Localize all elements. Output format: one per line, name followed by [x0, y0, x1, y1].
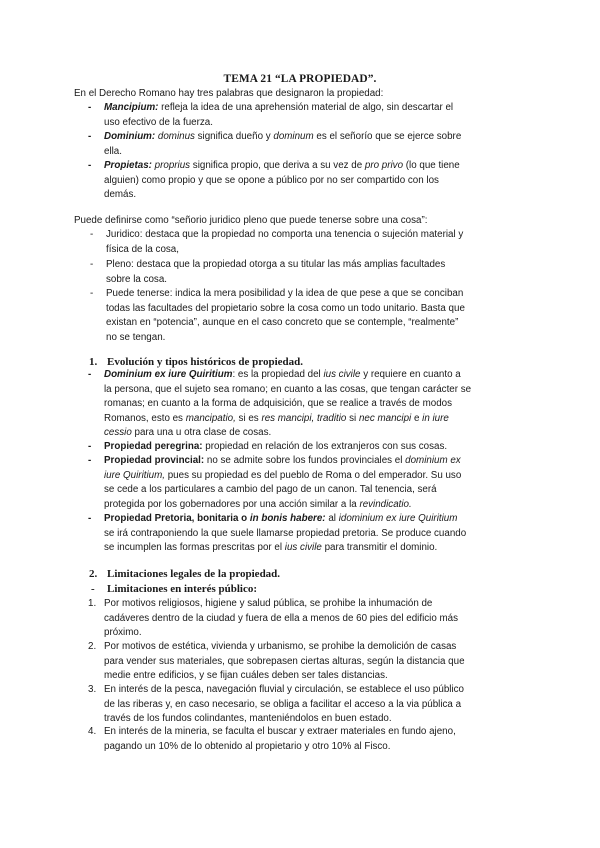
- page-title: TEMA 21 “LA PROPIEDAD”.: [223, 73, 377, 85]
- term-label: Propietas:: [104, 160, 152, 171]
- term-label: Dominium:: [104, 131, 156, 142]
- intro-paragraph: En el Derecho Romano hay tres palabras que designaron la propiedad:: [74, 88, 384, 99]
- document-page: TEMA 21 “LA PROPIEDAD”. En el Derecho Romano hay tres palabras que designaron la propiedad: - Mancipium: refleja la idea de una aprehensión material de algo, sin descartar el uso efectivo de la fuerza. - Dominium: dominus significa dueño y dominum es el señorío que se ejerce sobre ella. - Propietas: proprius significa propio, que deriva a su vez de pro privo (lo que tiene alguien) como propio y que se opone a público por no ser compartido con los demás. Puede definirse como “señorio juridico pleno que puede tenerse sobre una cosa”: - Juridico: destaca que la propiedad no comporta una tenencia o sujeción material y física de la cosa, - Pleno: destaca que la propiedad otorga a su titular las más amplias facultades sobre la cosa. - Puede tenerse: indica la mera posibilidad y la idea de que pese a que se conciban todas las facultades del propietario sobre la cosa como un todo unitario. Basta que existan en “potencia”, aunque en el caso concreto que se contemple, “realmente” no se tengan. 1. Evolución y tipos históricos de propiedad. - Dominium ex iure Quiritium: es la propiedad del ius civile y requiere en cuanto a la persona, que el sujeto sea romano; en cuanto a las cosas, que tengan carácter se romanas; en cuanto a la forma de adquisición, que se realice a través de modos Romanos, esto es mancipatio, si es res mancipi, traditio si nec mancipi e in iure cessio para una u otra clase de cosas. - Propiedad peregrina: propiedad en relación de los extranjeros con sus cosas. - Propiedad provincial: no se admite sobre los fundos provinciales el dominium ex iure Quiritium, pues su propiedad es del pueblo de Roma o del emperador. Su uso se cede a los particulares a cambio del pago de un canon. Tal tenencia, será protegida por los gobernadores por una acción similar a la revindicatio. - Propiedad Pretoria, bonitaria o in bonis habere: al idominium ex iure Quiritium se irá contraponiendo la que suele llamarse propiedad pretoria. Se produce cuando se incumplen las formas prescritas por el ius civile para transmitir el dominio. 2. Limitaciones legales de la propiedad. - Limitaciones en interés público: 1. Por motivos religiosos, higiene y salud pública, se prohibe la inhumación de cadáveres dentro de la ciudad y fuera de ella a menos de 60 pies del edificio más próximo. 2. Por motivos de estética, vivienda y urbanismo, se prohibe la demolición de casas para vender sus materiales, que sobrepasen ciertas alturas, según la distancia que medie entre edificios, y se fijan cuáles deben ser tales distancias. 3. En interés de la pesca, navegación fluvial y circulación, se establece el uso público de las riberas y, en caso necesario, se obliga a facilitar el acceso a la via pública a través de los fundos colindantes, manteniéndolos en buen estado. 4. En interés de la mineria, se faculta el buscar y extraer materiales en fundo ajeno, pagando un 10% de lo obtenido al propietario y otro 10% al Fisco.: [0, 0, 600, 848]
- definition-paragraph: Puede definirse como “señorio juridico pleno que puede tenerse sobre una cosa”:: [74, 215, 428, 226]
- term-label: Mancipium:: [104, 102, 159, 113]
